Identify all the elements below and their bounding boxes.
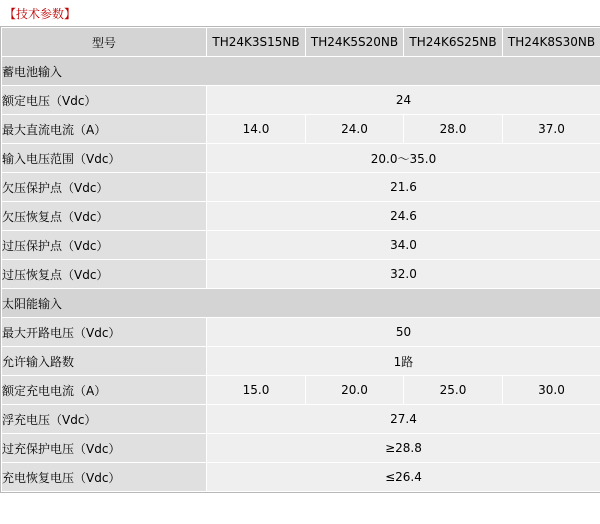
table-row	[2, 144, 600, 173]
row-label: 最大开路电压（Vdc）	[2, 318, 207, 347]
row-value: 34.0	[207, 231, 600, 260]
row-value-1: 14.0	[207, 115, 306, 144]
table-header-row	[2, 28, 600, 57]
row-value: 21.6	[207, 173, 600, 202]
section-title: 【技术参数】	[4, 7, 77, 21]
row-label: 过充保护电压（Vdc）	[2, 434, 207, 463]
header-model-4: TH24K8S30NB	[503, 28, 600, 57]
row-value: 20.0～35.0	[207, 144, 600, 173]
group-title-solar: 太阳能输入	[2, 289, 600, 318]
row-label: 额定电压（Vdc）	[2, 86, 207, 115]
row-label: 允许输入路数	[2, 347, 207, 376]
table-row	[2, 405, 600, 434]
table-row	[2, 202, 600, 231]
row-label: 过压保护点（Vdc）	[2, 231, 207, 260]
table-row	[2, 434, 600, 463]
row-value: 1路	[207, 347, 600, 376]
row-value: 50	[207, 318, 600, 347]
row-label: 欠压保护点（Vdc）	[2, 173, 207, 202]
header-model-1: TH24K3S15NB	[207, 28, 306, 57]
header-model-2: TH24K5S20NB	[306, 28, 404, 57]
row-label: 欠压恢复点（Vdc）	[2, 202, 207, 231]
row-label: 额定充电电流（A）	[2, 376, 207, 405]
row-label: 输入电压范围（Vdc）	[2, 144, 207, 173]
table-row	[2, 86, 600, 115]
group-row	[2, 57, 600, 86]
row-value-3: 28.0	[404, 115, 503, 144]
table-row	[2, 376, 600, 405]
row-value-3: 25.0	[404, 376, 503, 405]
row-label: 浮充电压（Vdc）	[2, 405, 207, 434]
table-row	[2, 347, 600, 376]
row-value: ≥28.8	[207, 434, 600, 463]
row-value: ≤26.4	[207, 463, 600, 492]
table-row	[2, 173, 600, 202]
row-value: 24.6	[207, 202, 600, 231]
row-label: 充电恢复电压（Vdc）	[2, 463, 207, 492]
table-row	[2, 115, 600, 144]
table-row	[2, 318, 600, 347]
table-row	[2, 463, 600, 492]
row-value: 27.4	[207, 405, 600, 434]
header-model-3: TH24K6S25NB	[404, 28, 503, 57]
row-value: 24	[207, 86, 600, 115]
spec-table	[1, 27, 600, 492]
spec-table-body	[2, 28, 600, 492]
group-title-battery: 蓄电池输入	[2, 57, 600, 86]
group-row	[2, 289, 600, 318]
row-label: 最大直流电流（A）	[2, 115, 207, 144]
spec-table-wrapper	[0, 26, 600, 493]
row-value-4: 30.0	[503, 376, 600, 405]
table-row	[2, 231, 600, 260]
header-label: 型号	[2, 28, 207, 57]
row-value-4: 37.0	[503, 115, 600, 144]
table-row	[2, 260, 600, 289]
row-value: 32.0	[207, 260, 600, 289]
row-value-2: 24.0	[306, 115, 404, 144]
row-label: 过压恢复点（Vdc）	[2, 260, 207, 289]
row-value-1: 15.0	[207, 376, 306, 405]
row-value-2: 20.0	[306, 376, 404, 405]
